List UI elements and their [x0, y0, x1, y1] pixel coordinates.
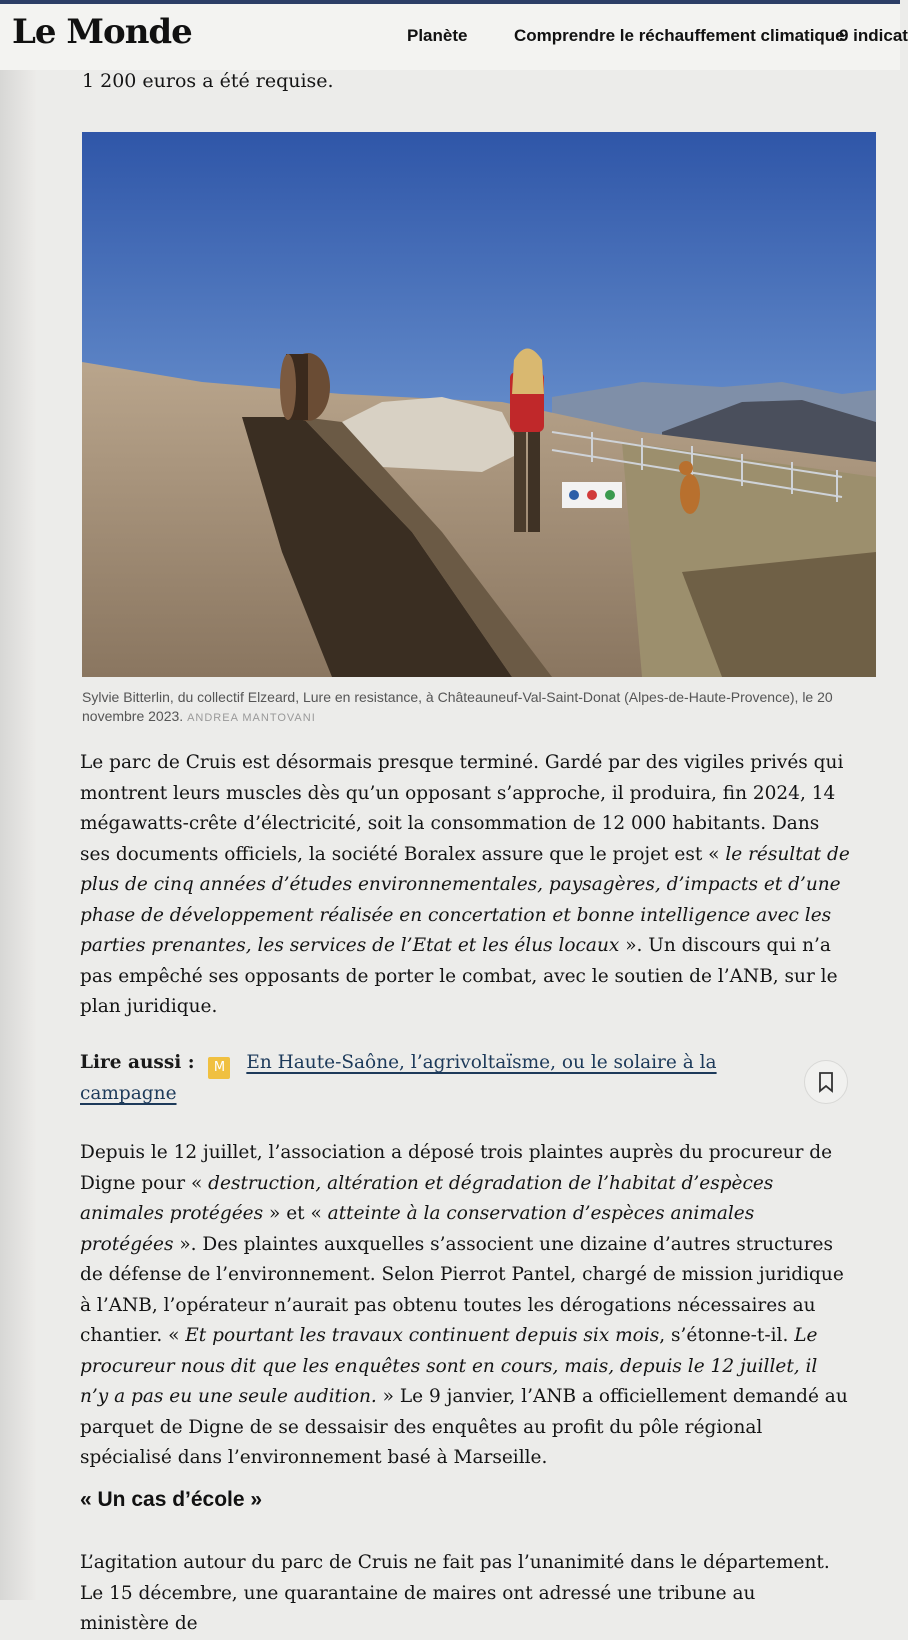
premium-article-icon: M — [208, 1057, 230, 1079]
paragraph-2-run: Et pourtant les travaux continuent depuis six mois — [185, 1325, 660, 1346]
paragraph-2-run: Depuis le 12 juillet, l’association a déposé trois plaintes auprès du procureur de Digne pour « — [80, 1142, 833, 1194]
article-paragraph-3: L’agitation autour du parc de Cruis ne fait pas l’unanimité dans le département. Le 15 décembre, une quarantaine de maires ont adressé une tribune au ministère de — [80, 1552, 830, 1634]
article-paragraph-2 — [80, 1138, 850, 1474]
paragraph-2-run: ». Des plaintes auxquelles s’associent une dizaine d’autres structures de défense de l’environnement. Selon Pierrot Pantel, chargé de mission juridique à l’ANB, l’opérateur n’aurait pas obtenu toutes les dérogations nécessaires au chantier. « — [80, 1233, 844, 1346]
bookmark-button[interactable] — [804, 1060, 848, 1104]
paragraph-1-run: Le parc de Cruis est désormais presque terminé. Gardé par des vigiles privés qui montrent leurs muscles dès qu’un opposant s’approche, il produira, fin 2024, 14 mégawatts-crête d’électricité, soit la consommation de 12 000 habitants. Dans ses documents officiels, la société Boralex assure que le projet est « — [80, 752, 844, 865]
read-also-block — [80, 1048, 800, 1109]
paragraph-2-run: destruction, altération et dégradation de l’habitat d’espèces animales protégées — [80, 1172, 774, 1224]
read-also-link[interactable]: En Haute-Saône, l’agrivoltaïsme, ou le solaire à la campagne — [80, 1052, 717, 1104]
read-also-label: Lire aussi : — [80, 1052, 195, 1073]
site-header — [0, 0, 908, 70]
nav-indicateurs[interactable]: 9 indicat — [839, 26, 908, 45]
section-heading: « Un cas d’école » — [80, 1488, 263, 1511]
caption-text: Sylvie Bitterlin, du collectif Elzeard, Lure en resistance, à Châteauneuf-Val-Saint-Donat (Alpes-de-Haute-Provence), le 20 novembre 2023. — [82, 689, 833, 724]
page-margin — [0, 70, 36, 1600]
article-photo[interactable] — [82, 132, 876, 677]
bookmark-icon — [819, 1072, 833, 1092]
paragraph-1-run: ». Un discours qui n’a pas empêché ses opposants de porter le combat, avec le soutien de l’ANB, sur le plan juridique. — [80, 935, 838, 1017]
paragraph-2-run: atteinte à la conservation d’espèces animales protégées — [80, 1203, 755, 1255]
nav-planete[interactable]: Planète — [407, 26, 468, 45]
article-text-fragment: 1 200 euros a été requise. — [82, 70, 334, 92]
paragraph-2-run: , s’étonne-t-il. — [659, 1325, 795, 1346]
paragraph-2-run: » et « — [263, 1203, 328, 1224]
le-monde-logo[interactable]: Le Monde — [12, 12, 192, 52]
photo-credit: ANDREA MANTOVANI — [187, 712, 316, 724]
landscape-photo — [82, 132, 876, 677]
nav-rechauffement[interactable]: Comprendre le réchauffement climatique — [514, 26, 845, 45]
paragraph-2-run: » Le 9 janvier, l’ANB a officiellement demandé au parquet de Digne de se dessaisir des enquêtes au profit du pôle régional spécialisé dans l’environnement basé à Marseille. — [80, 1386, 848, 1468]
photo-caption — [82, 688, 862, 728]
article-paragraph-1 — [80, 748, 850, 1023]
paragraph-1-run: le résultat de plus de cinq années d’études environnementales, paysagères, d’impacts et d’une phase de développement réalisée en concertation et bonne intelligence avec les parties prenantes, les services de l’Etat et les élus locaux — [80, 843, 850, 956]
paragraph-2-run: Le procureur nous dit que les enquêtes sont en cours, mais, depuis le 12 juillet, il n’y a pas eu une seule audition. — [80, 1325, 818, 1407]
